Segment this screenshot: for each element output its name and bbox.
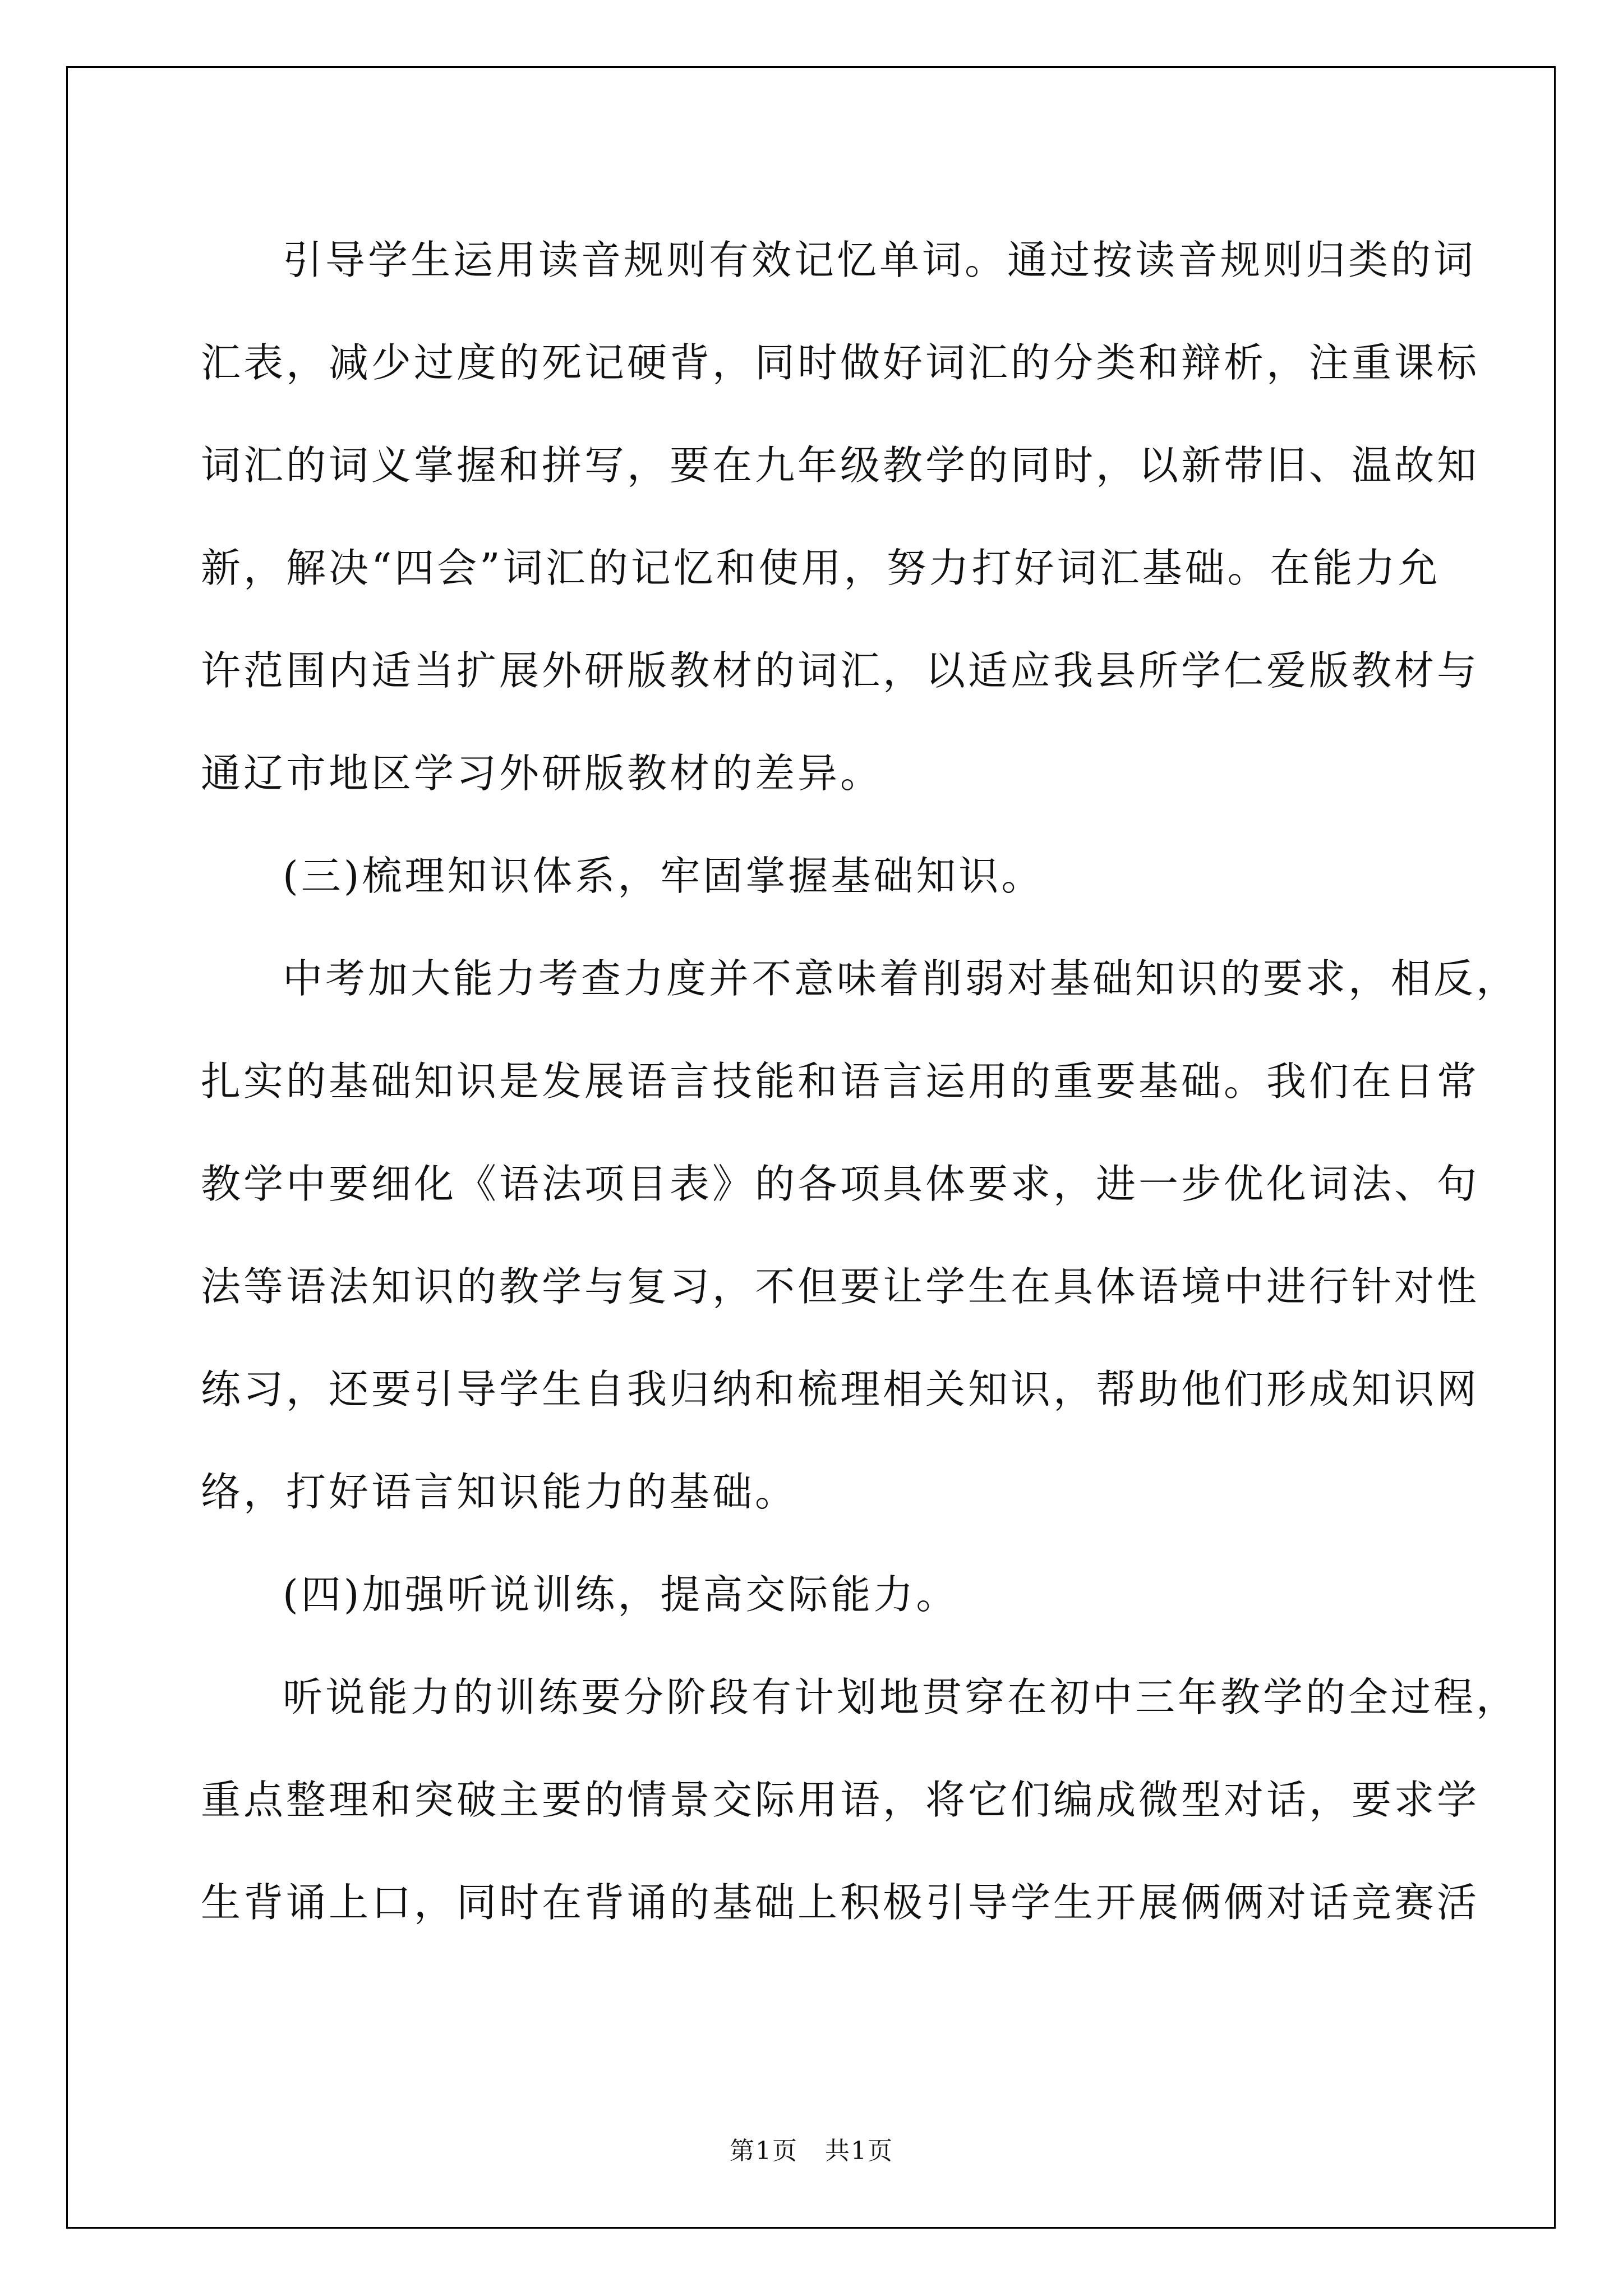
paragraph-line: 许范围内适当扩展外研版教材的词汇，以适应我县所学仁爱版教材与 (201, 647, 1480, 694)
paragraph-line: 扎实的基础知识是发展语言技能和语言运用的重要基础。我们在日常 (201, 1058, 1480, 1105)
page-footer: 第1页 共1页 (730, 2137, 893, 2165)
paragraph-line: 听说能力的训练要分阶段有计划地贯穿在初中三年教学的全过程， (283, 1674, 1519, 1720)
paragraph-line: 词汇的词义掌握和拼写，要在九年级教学的同时，以新带旧、温故知 (201, 442, 1480, 489)
paragraph-line: 法等语法知识的教学与复习，不但要让学生在具体语境中进行针对性 (201, 1263, 1480, 1310)
paragraph-line: 生背诵上口，同时在背诵的基础上积极引导学生开展俩俩对话竞赛活 (201, 1879, 1480, 1926)
paragraph-line: 教学中要细化《语法项目表》的各项具体要求，进一步优化词法、句 (201, 1161, 1480, 1207)
document-body (201, 209, 1519, 1954)
paragraph-line: 汇表，减少过度的死记硬背，同时做好词汇的分类和辩析，注重课标 (201, 339, 1480, 386)
paragraph-line: 通辽市地区学习外研版教材的差异。 (201, 750, 883, 797)
paragraph-line: 络，打好语言知识能力的基础。 (201, 1469, 798, 1515)
section-heading: (四)加强听说训练，提高交际能力。 (283, 1571, 959, 1618)
paragraph-line: 引导学生运用读音规则有效记忆单词。通过按读音规则归类的词 (283, 237, 1477, 283)
paragraph-line: 练习，还要引导学生自我归纳和梳理相关知识，帮助他们形成知识网 (201, 1366, 1480, 1412)
section-heading: (三)梳理知识体系，牢固掌握基础知识。 (283, 853, 1044, 899)
paragraph-line: 新，解决“四会”词汇的记忆和使用，努力打好词汇基础。在能力允 (201, 545, 1441, 591)
paragraph-line: 中考加大能力考查力度并不意味着削弱对基础知识的要求，相反， (283, 955, 1519, 1002)
paragraph-line: 重点整理和突破主要的情景交际用语，将它们编成微型对话，要求学 (201, 1777, 1480, 1823)
